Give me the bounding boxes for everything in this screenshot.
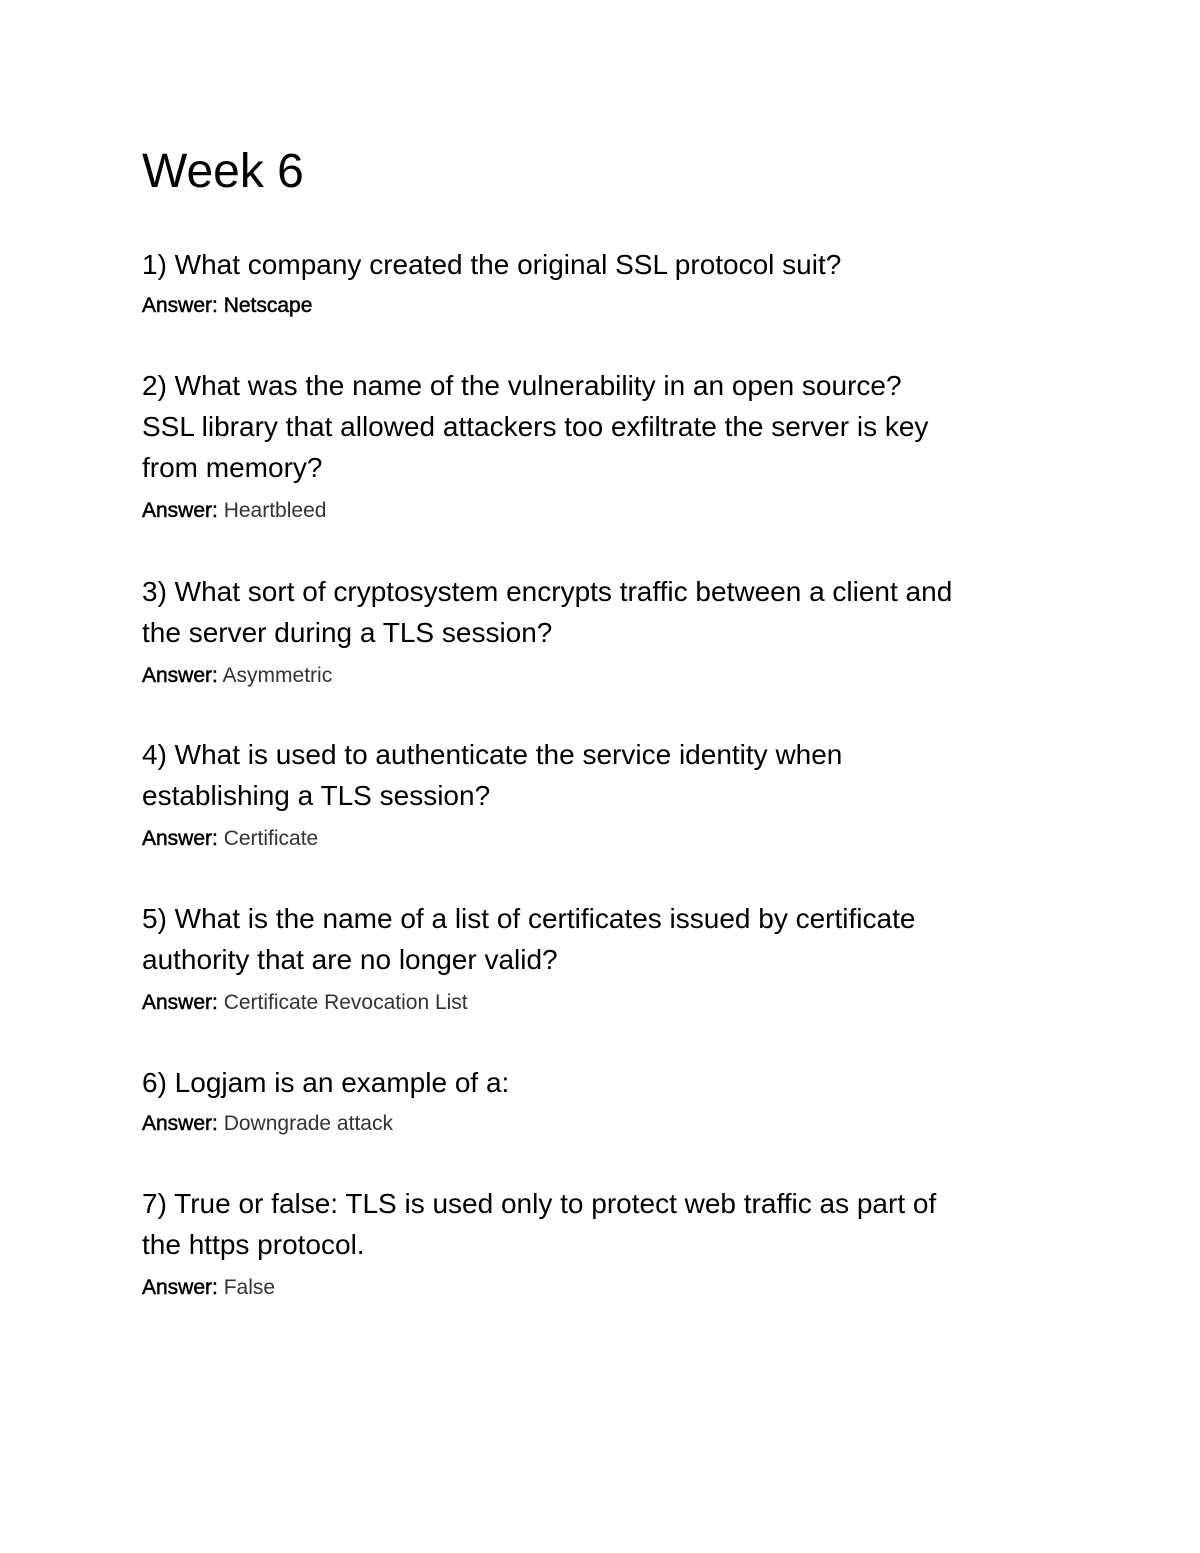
question-2-line-3: from memory? <box>142 452 323 483</box>
question-3-line-2: the server during a TLS session? <box>142 617 553 648</box>
question-3 <box>142 571 1082 653</box>
question-3-line-1: 3) What sort of cryptosystem encrypts traffic between a client and <box>142 576 953 607</box>
question-4 <box>142 734 1082 816</box>
answer-6-value: Downgrade attack <box>223 1112 393 1135</box>
question-7 <box>142 1183 1082 1265</box>
question-5 <box>142 898 1082 980</box>
answer-6 <box>142 1109 1082 1139</box>
answer-label: Answer: <box>142 991 218 1014</box>
question-block-3 <box>142 571 1082 691</box>
question-block-1 <box>142 244 1082 321</box>
answer-label: Answer: <box>142 1276 218 1299</box>
question-7-line-2: the https protocol. <box>142 1229 365 1260</box>
answer-3 <box>142 661 1082 691</box>
question-4-line-2: establishing a TLS session? <box>142 780 491 811</box>
answer-label: Answer: <box>142 664 218 687</box>
question-5-line-2: authority that are no longer valid? <box>142 944 558 975</box>
answer-label: Answer: <box>142 499 218 522</box>
question-2-line-2: SSL library that allowed attackers too exfiltrate the server is key <box>142 411 929 442</box>
answer-label: Answer: <box>142 294 218 317</box>
question-block-7 <box>142 1183 1082 1303</box>
answer-7-value: False <box>223 1276 276 1299</box>
question-4-line-1: 4) What is used to authenticate the service identity when <box>142 739 843 770</box>
answer-4 <box>142 824 1082 854</box>
question-6 <box>142 1062 1082 1103</box>
answer-2-value: Heartbleed <box>223 499 327 522</box>
question-1-line-1: 1) What company created the original SSL protocol suit? <box>142 249 842 280</box>
question-block-2 <box>142 365 1082 526</box>
question-block-5 <box>142 898 1082 1018</box>
answer-7 <box>142 1273 1082 1303</box>
question-7-line-1: 7) True or false: TLS is used only to protect web traffic as part of <box>142 1188 937 1219</box>
question-6-line-1: 6) Logjam is an example of a: <box>142 1067 510 1098</box>
answer-5-value: Certificate Revocation List <box>223 991 468 1014</box>
question-5-line-1: 5) What is the name of a list of certificates issued by certificate <box>142 903 916 934</box>
question-block-6 <box>142 1062 1082 1139</box>
question-block-4 <box>142 734 1082 854</box>
answer-1-value: Netscape <box>223 294 313 317</box>
answer-2 <box>142 496 1082 526</box>
answer-3-value: Asymmetric <box>222 664 333 687</box>
answer-label: Answer: <box>142 1112 218 1135</box>
page-title: Week 6 <box>142 145 304 198</box>
question-2-line-1: 2) What was the name of the vulnerability in an open source? <box>142 370 902 401</box>
answer-5 <box>142 988 1082 1018</box>
answer-4-value: Certificate <box>223 827 319 850</box>
question-2 <box>142 365 1082 488</box>
answer-1 <box>142 291 1082 321</box>
question-1 <box>142 244 1082 285</box>
answer-label: Answer: <box>142 827 218 850</box>
